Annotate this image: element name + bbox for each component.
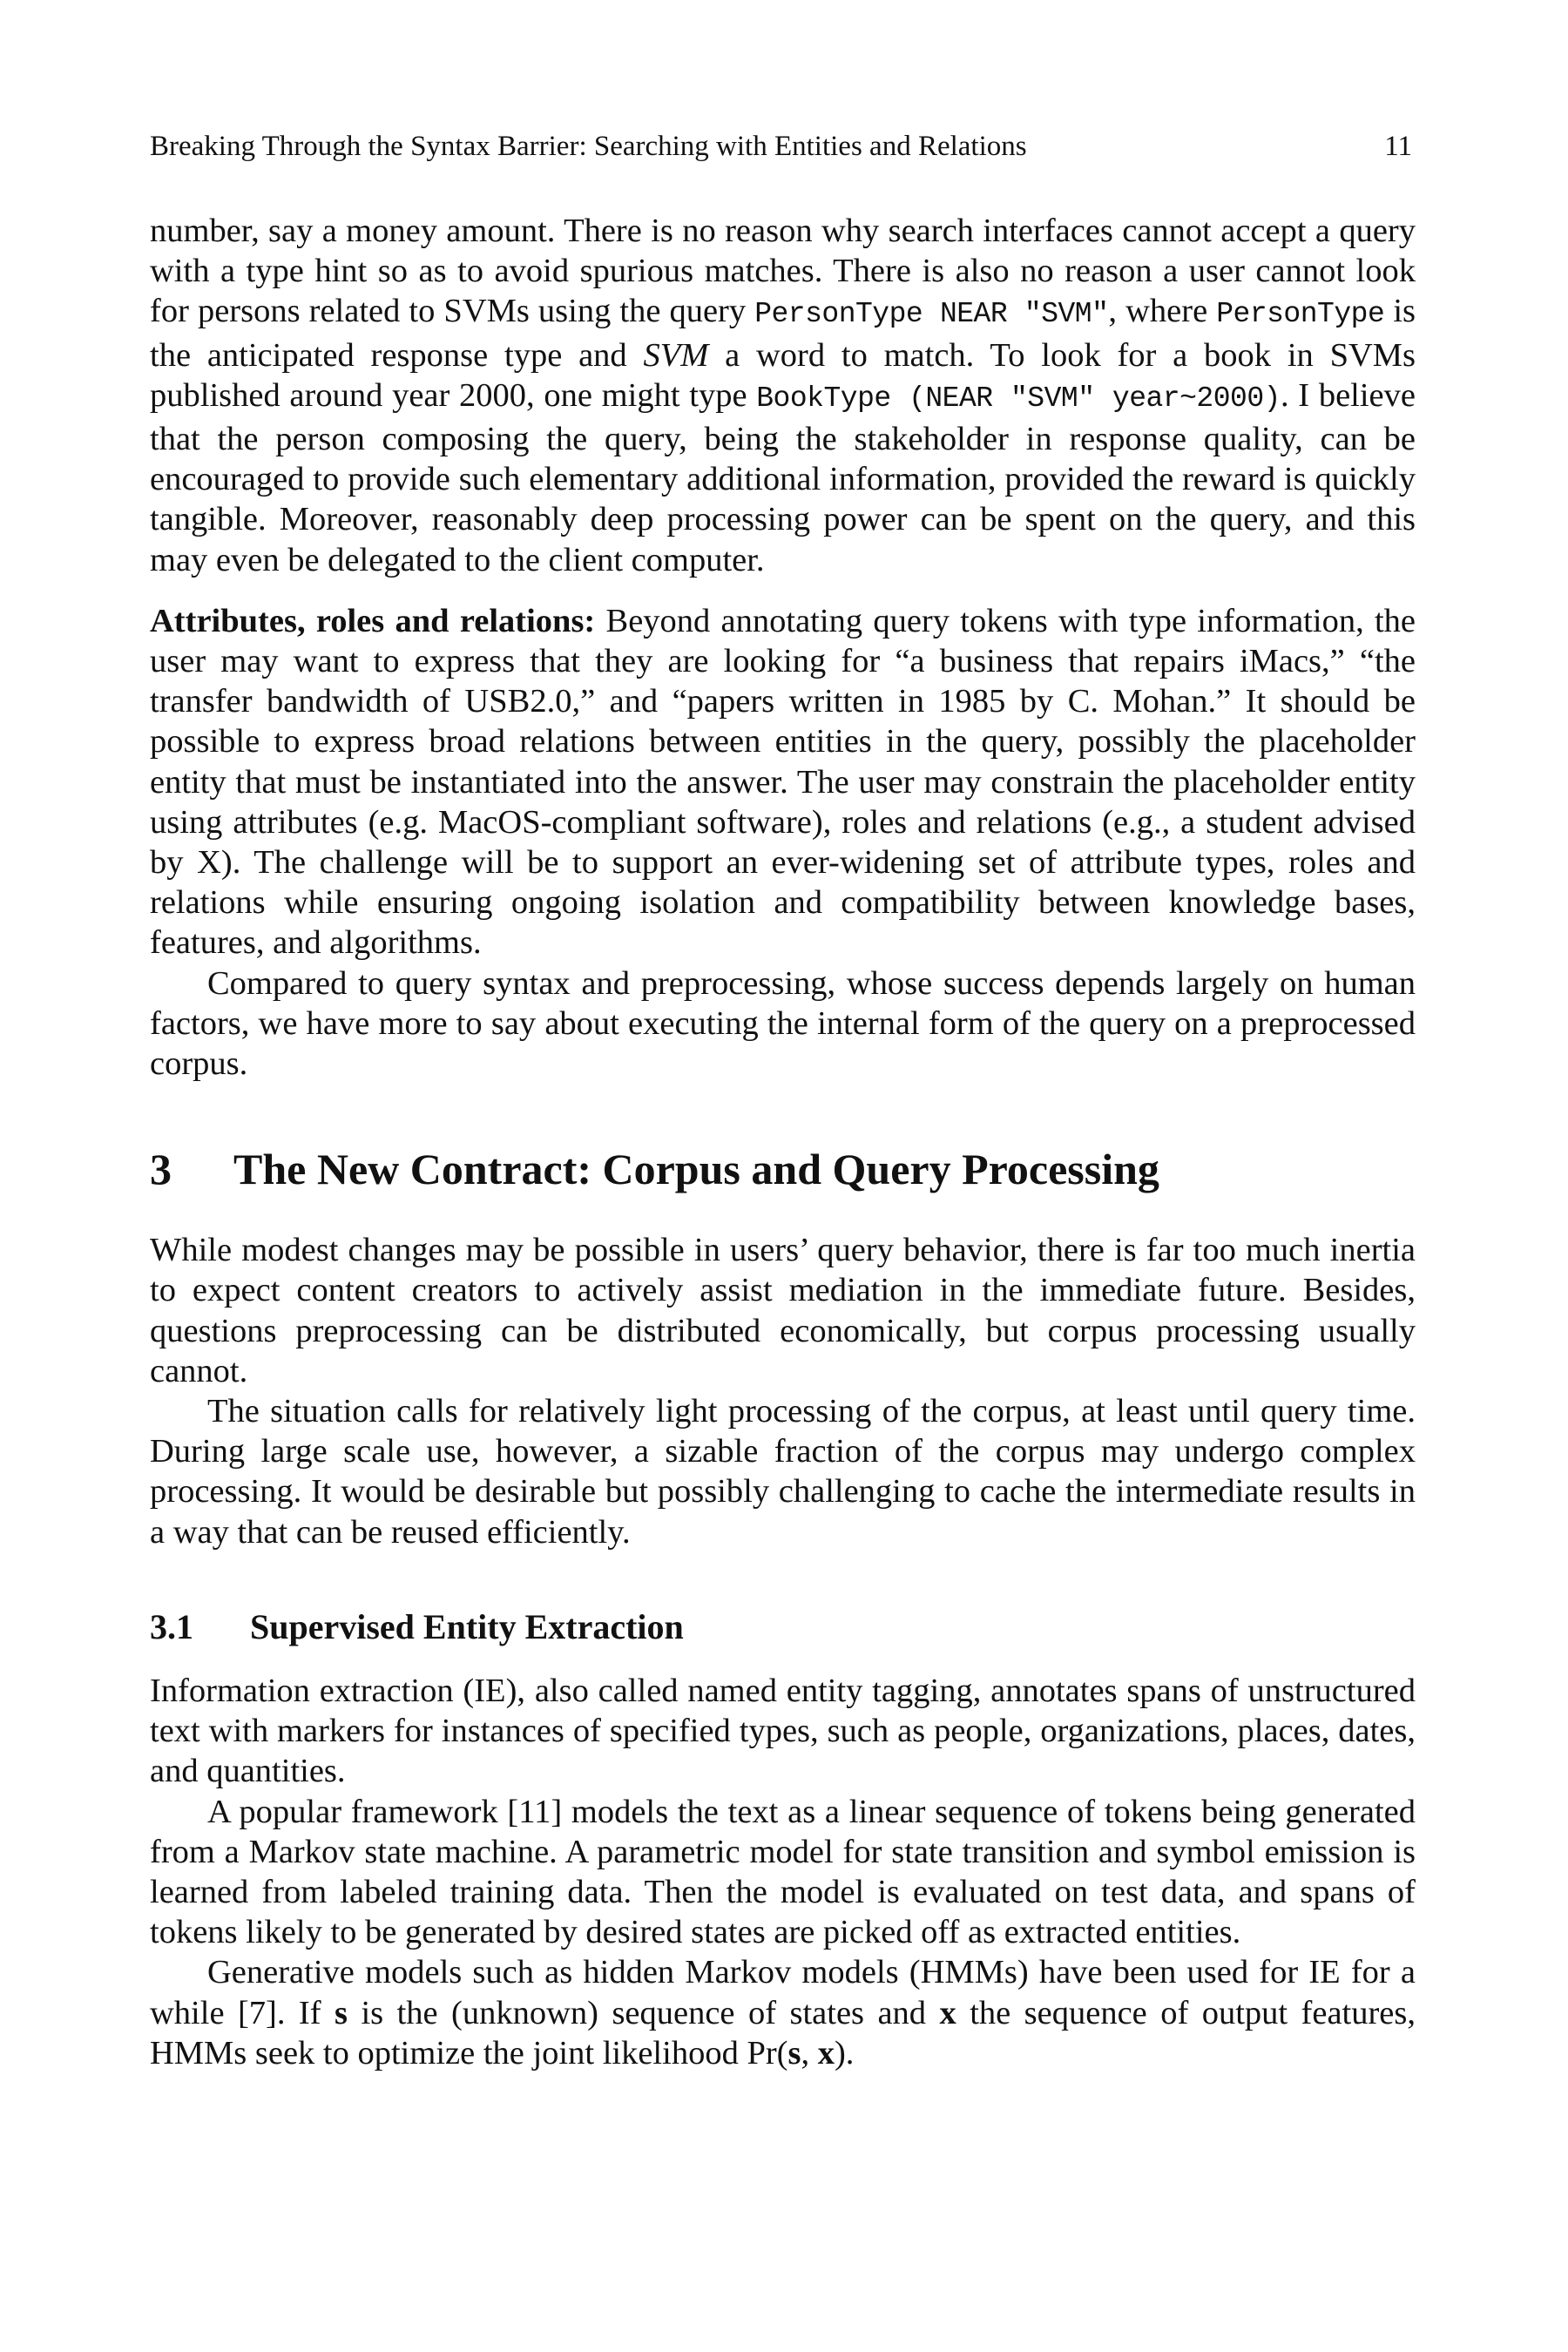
document-page (150, 129, 1416, 2073)
page-number: 11 (1384, 131, 1412, 162)
text-run: , where (1108, 293, 1217, 330)
text-run: a word to match. To look for a book in SVMs published around year 2000, one might type (150, 336, 1416, 414)
symbol-s: s (787, 2034, 801, 2072)
text-run: number, say a money amount. There is no reason why search interfaces cannot accept a query with a type hint so as to avoid spurious matches. There is also no reason a user cannot look for persons related to SVMs using the query (150, 213, 1416, 330)
text-run: , (801, 2034, 818, 2072)
text-run: is the (unknown) sequence of states and (348, 1994, 940, 2031)
paragraph: A popular framework [11] models the text as a linear sequence of tokens being generated from a Markov state machine. A parametric model for state transition and symbol emission is learned from labeled training data. Then the model is evaluated on test data, and spans of tokens likely to be generated by desired states are picked off as extracted entities. (150, 1793, 1416, 1951)
code-query-persontype: PersonType NEAR "SVM" (754, 298, 1109, 331)
text-run: Generative models such as hidden Markov models (HMMs) have been used for IE for a while [7]. If (150, 1954, 1416, 2031)
text-run: ). (834, 2034, 855, 2072)
paragraph: The situation calls for relatively light processing of the corpus, at least until query time. During large scale use, however, a sizable fraction of the corpus may undergo complex processing. It would be desirable but possibly challenging to cache the intermediate results in a way that can be reused efficiently. (150, 1393, 1416, 1551)
symbol-x: x (939, 1994, 956, 2031)
code-persontype: PersonType (1216, 298, 1385, 331)
symbol-x: x (817, 2034, 835, 2072)
paragraph-type-hints (150, 211, 1416, 580)
text-run: . I believe that the person composing the query, being the stakeholder in response quality, can be encouraged to provide such elementary additional information, provided the reward is quickly tangible. Moreover, reasonably deep processing power can be spent on the query, and this may even be delegated to the client computer. (150, 376, 1416, 578)
paragraph-hmm (150, 1952, 1416, 2073)
symbol-s: s (335, 1994, 348, 2031)
code-query-booktype: BookType (NEAR "SVM" year~2000) (756, 382, 1281, 415)
paragraph-attributes-roles-relations (150, 601, 1416, 963)
run-in-heading: Attributes, roles and relations: (150, 602, 596, 639)
text-run: is the anticipated response type and (150, 293, 1416, 374)
paragraph: While modest changes may be possible in users’ query behavior, there is far too much inertia to expect content creators to actively assist mediation in the immediate future. Besides, questions preprocessing can be distributed economically, but corpus processing usually cannot. (150, 1232, 1416, 1389)
subsection-number: 3.1 (150, 1606, 193, 1646)
subsection-heading-3-1 (150, 1606, 1416, 1648)
section-number: 3 (150, 1145, 172, 1194)
body-text (150, 211, 1416, 2073)
italic-svm: SVM (643, 336, 709, 374)
paragraph: Information extraction (IE), also called named entity tagging, annotates spans of unstructured text with markers for instances of specified types, such as people, organizations, places, dates, and quantities. (150, 1672, 1416, 1790)
paragraph-compared-to-query-syntax: Compared to query syntax and preprocessing, whose success depends largely on human factors, we have more to say about executing the internal form of the query on a preprocessed corpus. (150, 964, 1416, 1083)
section-heading-3 (150, 1143, 1416, 1195)
running-title: Breaking Through the Syntax Barrier: Searching with Entities and Relations (150, 131, 1027, 162)
text-run: Beyond annotating query tokens with type information, the user may want to express that they are looking for “a business that repairs iMacs,” “the transfer bandwidth of USB2.0,” and “papers written in 1985 by C. Mohan.” It should be possible to express broad relations between entities in the query, possibly the placeholder entity that must be instantiated into the answer. The user may constrain the placeholder entity using attributes (e.g. MacOS-compliant software), roles and relations (e.g., a student advised by X). The challenge will be to support an ever-widening set of attribute types, roles and relations while ensuring ongoing isolation and compatibility between knowledge bases, features, and algorithms. (150, 602, 1416, 962)
section-title: The New Contract: Corpus and Query Processing (233, 1145, 1159, 1194)
running-header (150, 129, 1416, 164)
text-run: the sequence of output features, HMMs seek to optimize the joint likelihood Pr( (150, 1994, 1416, 2072)
subsection-title: Supervised Entity Extraction (250, 1606, 684, 1646)
